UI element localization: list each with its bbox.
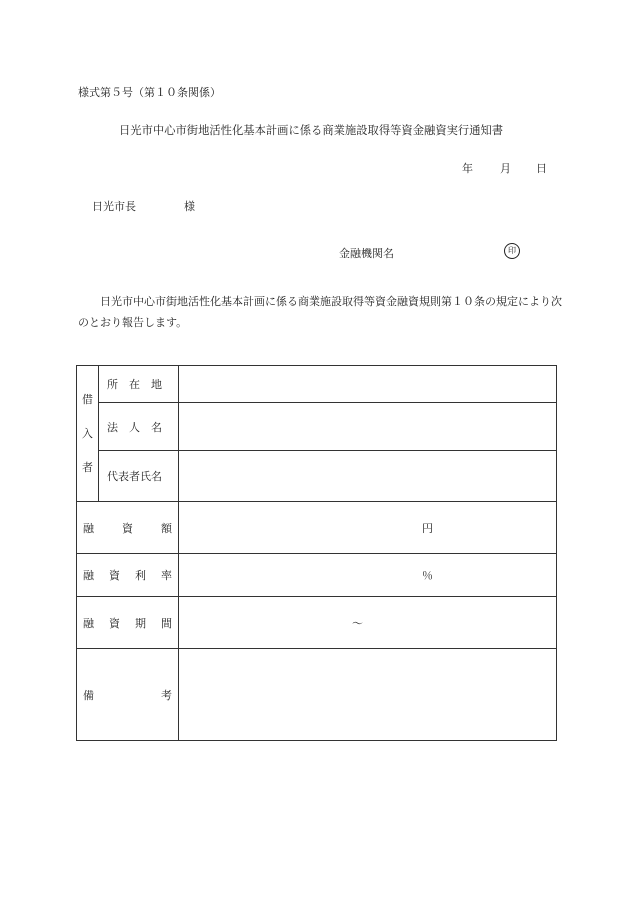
label-char: 利 xyxy=(135,569,146,582)
label-char: 額 xyxy=(161,521,172,535)
document-title: 日光市中心市街地活性化基本計画に係る商業施設取得等資金融資実行通知書 xyxy=(119,124,504,137)
percent-unit: ％ xyxy=(422,569,433,582)
date-year: 年 xyxy=(462,162,473,175)
date-month: 月 xyxy=(500,162,511,175)
addressee xyxy=(92,198,195,214)
date-day: 日 xyxy=(536,162,547,175)
loan-period-label xyxy=(77,597,179,649)
label-char: 資 xyxy=(122,521,133,535)
loan-amount-label xyxy=(77,502,179,554)
seal-mark: 印 xyxy=(504,243,520,259)
label-char: 期 xyxy=(135,616,146,630)
remarks-field[interactable] xyxy=(179,649,557,741)
period-separator: ～ xyxy=(352,616,363,630)
borrower-label xyxy=(77,366,99,502)
label-char: 率 xyxy=(161,569,172,582)
yen-unit: 円 xyxy=(422,521,433,535)
label-char: 融 xyxy=(83,521,94,535)
borrower-label-char: 者 xyxy=(82,460,93,474)
addressee-honorific: 様 xyxy=(184,200,195,213)
corporation-name-label: 法 人 名 xyxy=(99,403,179,451)
address-label: 所 在 地 xyxy=(99,366,179,403)
remarks-label xyxy=(77,649,179,741)
body-text: 日光市中心市街地活性化基本計画に係る商業施設取得等資金融資規則第１０条の規定により次のとおり報告します。 xyxy=(78,295,562,329)
addressee-name: 日光市長 xyxy=(92,200,136,213)
loan-report-table xyxy=(76,365,557,741)
label-char: 間 xyxy=(161,616,172,630)
institution-label: 金融機関名 xyxy=(339,247,394,260)
label-char: 考 xyxy=(161,688,172,702)
representative-name-field[interactable] xyxy=(179,451,557,502)
corporation-name-field[interactable] xyxy=(179,403,557,451)
address-field[interactable] xyxy=(179,366,557,403)
label-char: 資 xyxy=(109,616,120,630)
interest-rate-label xyxy=(77,554,179,597)
borrower-label-char: 借 xyxy=(82,392,93,406)
label-char: 資 xyxy=(109,569,120,582)
form-number: 様式第５号（第１０条関係） xyxy=(78,86,221,99)
loan-period-field[interactable] xyxy=(179,597,557,649)
label-char: 融 xyxy=(83,616,94,630)
borrower-label-char: 入 xyxy=(82,426,93,440)
representative-name-label: 代表者氏名 xyxy=(99,451,179,502)
label-char: 融 xyxy=(83,569,94,582)
interest-rate-field[interactable] xyxy=(179,554,557,597)
loan-amount-field[interactable] xyxy=(179,502,557,554)
label-char: 備 xyxy=(83,688,94,702)
